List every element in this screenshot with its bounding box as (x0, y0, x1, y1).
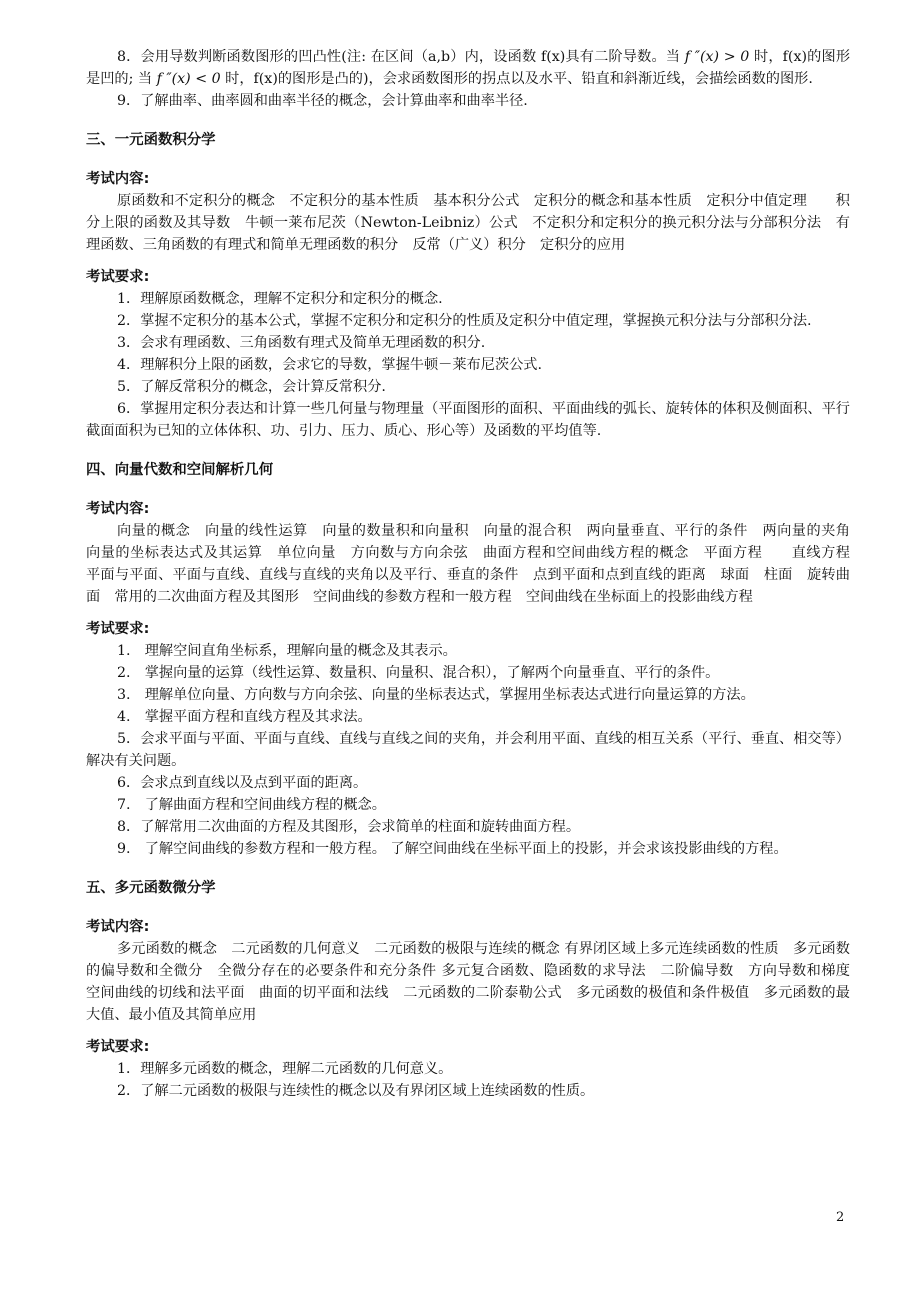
page-number: 2 (836, 1210, 845, 1225)
section-5-content-label: 考试内容: (86, 919, 150, 935)
text-column (86, 46, 865, 1102)
section-5-content: 多元函数的概念 二元函数的几何意义 二元函数的极限与连续的概念 有界闭区域上多元连续函数的性质 多元函数的偏导数和全微分 全微分存在的必要条件和充分条件 多元复合函数、隐函数的求导法 二阶偏导数 方向导数和梯度 空间曲线的切线和法平面 曲面的切平面和法线 二元函数的二阶泰勒公式 多元函数的极值和条件极值 多元函数的最大值、最小值及其简单应用 (86, 941, 865, 1023)
section-3-req-1: 1．理解原函数概念，理解不定积分和定积分的概念. (117, 291, 443, 307)
section-4-req-5: 5．会求平面与平面、平面与直线、直线与直线之间的夹角，并会利用平面、直线的相互关系（平行、垂直、相交等）解决有关问题。 (86, 731, 850, 769)
section-4-req-3: 3. 理解单位向量、方向数与方向余弦、向量的坐标表达式，掌握用坐标表达式进行向量运算的方法。 (117, 687, 755, 703)
section-4-content: 向量的概念 向量的线性运算 向量的数量积和向量积 向量的混合积 两向量垂直、平行的条件 两向量的夹角 向量的坐标表达式及其运算 单位向量 方向数与方向余弦 曲面方程和空间曲线方程的概念 平面方程 直线方程 平面与平面、平面与直线、直线与直线的夹角以及平行、垂直的条件 点到平面和点到直线的距离 球面 柱面 旋转曲面 常用的二次曲面方程及其图形 空间曲线的参数方程和一般方程 空间曲线在坐标面上的投影曲线方程 (86, 523, 865, 605)
section-4-req-1: 1. 理解空间直角坐标系，理解向量的概念及其表示。 (117, 643, 457, 659)
section-4-req-7: 7. 了解曲面方程和空间曲线方程的概念。 (117, 797, 386, 813)
section-3-req-5: 5．了解反常积分的概念，会计算反常积分. (117, 379, 386, 395)
section-3-req-3: 3．会求有理函数、三角函数有理式及简单无理函数的积分. (117, 335, 486, 351)
section-4-req-8: 8．了解常用二次曲面的方程及其图形，会求简单的柱面和旋转曲面方程。 (117, 819, 581, 835)
second-derivative-positive: f ″(x) > 0 (684, 49, 750, 65)
section-4-req-2: 2. 掌握向量的运算（线性运算、数量积、向量积、混合积），了解两个向量垂直、平行的条件。 (117, 665, 720, 681)
item-9: 9．了解曲率、曲率圆和曲率半径的概念，会计算曲率和曲率半径. (117, 93, 528, 109)
second-derivative-negative: f ″(x) < 0 (156, 71, 221, 87)
item-8: 8．会用导数判断函数图形的凹凸性(注: 在区间（a,b）内，设函数 f(x)具有二阶导数。当 f ″(x) > 0 时，f(x)的图形是凹的; 当 f ″(x) < 0 时，f(x)的图形是凸的)，会求函数图形的拐点以及水平、铅直和斜渐近线，会描绘函数的图形. (86, 49, 851, 87)
section-4-content-label: 考试内容: (86, 501, 150, 517)
section-3-content-label: 考试内容: (86, 171, 150, 187)
section-3-req-2: 2．掌握不定积分的基本公式，掌握不定积分和定积分的性质及定积分中值定理，掌握换元积分法与分部积分法. (117, 313, 812, 329)
section-3-req-4: 4．理解积分上限的函数，会求它的导数，掌握牛顿－莱布尼茨公式. (117, 357, 542, 373)
section-4-req-label: 考试要求: (86, 621, 150, 637)
section-3-req-6: 6．掌握用定积分表达和计算一些几何量与物理量（平面图形的面积、平面曲线的弧长、旋转体的体积及侧面积、平行截面面积为已知的立体体积、功、引力、压力、质心、形心等）及函数的平均值等. (86, 401, 850, 439)
section-3-req-label: 考试要求: (86, 269, 150, 285)
section-4-req-9: 9. 了解空间曲线的参数方程和一般方程。 了解空间曲线在坐标平面上的投影，并会求该投影曲线的方程。 (117, 841, 788, 857)
section-3-content: 原函数和不定积分的概念 不定积分的基本性质 基本积分公式 定积分的概念和基本性质 定积分中值定理 积分上限的函数及其导数 牛顿一莱布尼茨（Newton-Leibniz）公式 不定积分和定积分的换元积分法与分部积分法 有理函数、三角函数的有理式和简单无理函数的积分 反常（广义）积分 定积分的应用 (86, 193, 850, 253)
section-5-title: 五、多元函数微分学 (86, 880, 216, 896)
section-4-req-4: 4. 掌握平面方程和直线方程及其求法。 (117, 709, 372, 725)
section-4-req-6: 6．会求点到直线以及点到平面的距离。 (117, 775, 368, 791)
section-5-req-1: 1．理解多元函数的概念，理解二元函数的几何意义。 (117, 1061, 453, 1077)
section-3-title: 三、一元函数积分学 (86, 132, 216, 148)
section-5-req-label: 考试要求: (86, 1039, 150, 1055)
section-5-req-2: 2．了解二元函数的极限与连续性的概念以及有界闭区域上连续函数的性质。 (117, 1083, 595, 1099)
section-4-title: 四、向量代数和空间解析几何 (86, 462, 274, 478)
